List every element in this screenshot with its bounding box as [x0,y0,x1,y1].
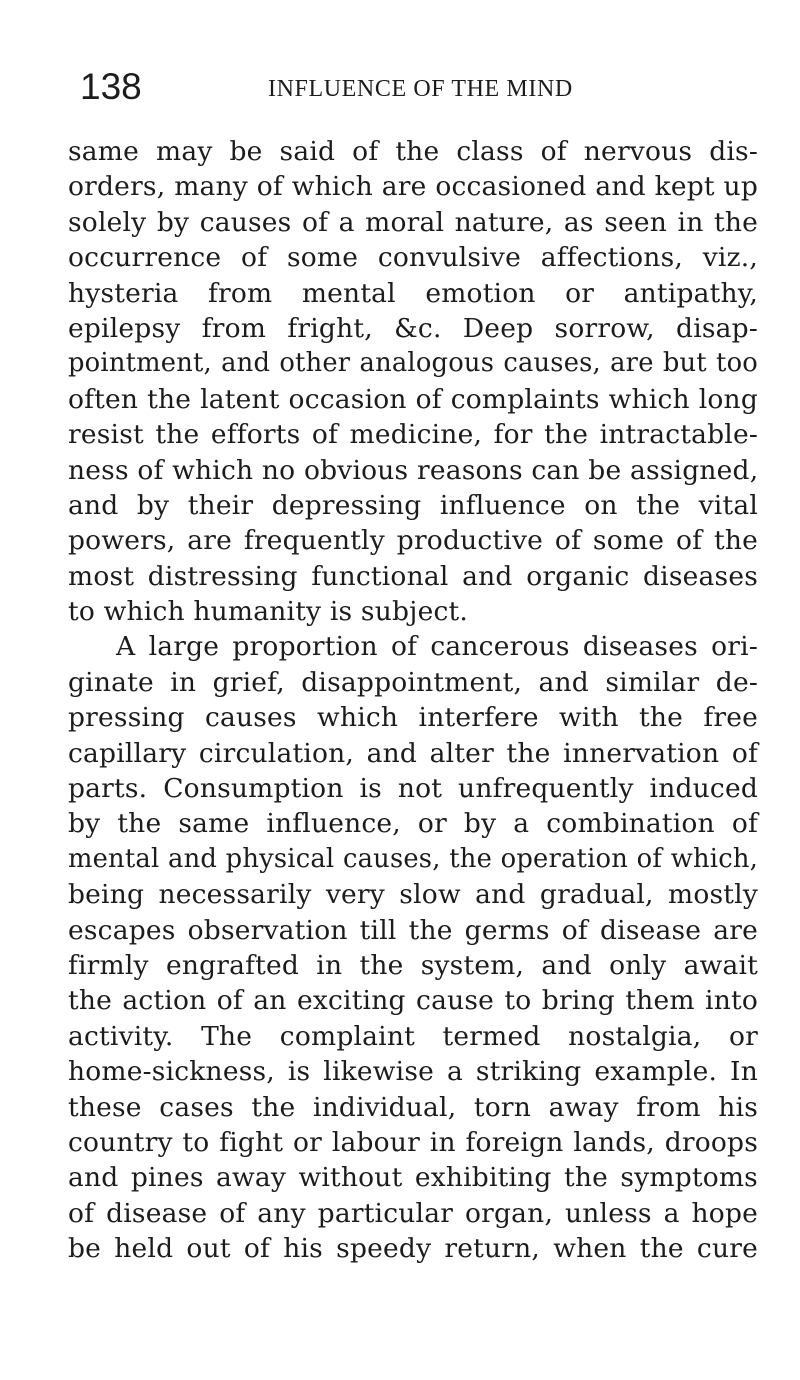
text-line: orders, many of which are occasioned and kept up [68,171,758,203]
text-line: ness of which no obvious reasons can be assigned, [68,454,759,486]
text-line: occurrence of some convulsive affections, viz., [68,242,758,274]
text-line: pointment, and other analogous causes, are but too [68,348,758,379]
text-line: being necessarily very slow and gradual, mostly [68,879,758,911]
text-line: these cases the individual, torn away from his [68,1091,758,1123]
text-line: parts. Consumption is not unfrequently induced [68,773,758,805]
text-line: solely by causes of a moral nature, as seen in the [68,206,758,238]
text-line: of disease of any particular organ, unless a hope [68,1197,758,1229]
text-line: and pines away without exhibiting the symptoms [68,1162,758,1194]
text-line: mental and physical causes, the operation of which, [68,843,758,874]
text-line: and by their depressing influence on the vital [68,489,758,521]
page-number: 138 [80,66,142,107]
body-text [68,134,758,1267]
text-line: ginate in grief, disappointment, and similar de- [68,666,758,698]
text-line: home-sickness, is likewise a striking example. In [68,1056,758,1088]
running-head: INFLUENCE OF THE MIND [268,76,573,102]
paragraph-1 [68,134,758,629]
text-line: firmly engrafted in the system, and only await [68,949,758,981]
text-line: resist the efforts of medicine, for the intractable- [68,419,758,451]
text-line: country to fight or labour in foreign lands, droops [68,1126,758,1158]
text-line: often the latent occasion of complaints which long [68,383,758,415]
paragraph-2 [68,629,758,1266]
text-line: epilepsy from fright, &c. Deep sorrow, disap- [68,312,758,344]
text-line: activity. The complaint termed nostalgia, or [68,1020,758,1052]
text-line: be held out of his speedy return, when the cure [68,1233,758,1265]
text-line: powers, are frequently productive of some of the [68,525,758,557]
text-line: capillary circulation, and alter the innervation of [68,737,758,769]
text-line: most distressing functional and organic diseases [68,560,758,592]
text-line: escapes observation till the germs of disease are [68,914,758,946]
text-line: by the same influence, or by a combination of [68,808,758,840]
text-line: same may be said of the class of nervous dis- [68,136,758,167]
text-line: hysteria from mental emotion or antipathy, [68,277,758,309]
text-line: to which humanity is subject. [68,596,468,628]
text-line: pressing causes which interfere with the free [68,702,758,734]
text-line: the action of an exciting cause to bring them into [68,985,758,1017]
text-line: A large proportion of cancerous diseases ori- [116,631,758,663]
page-header [80,62,740,112]
